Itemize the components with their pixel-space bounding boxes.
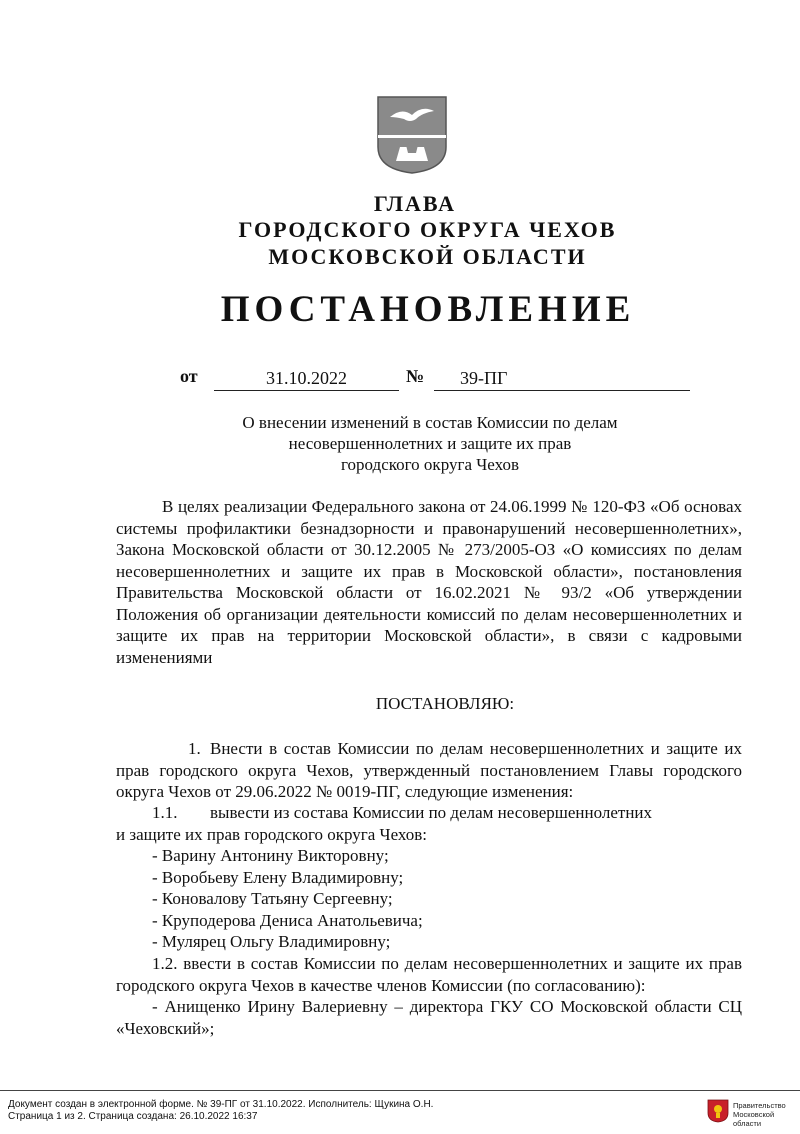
subject-line1: О внесении изменений в состав Комиссии по делам <box>242 413 618 432</box>
subject-line2: несовершеннолетних и защите их прав <box>288 434 572 453</box>
date-underline <box>214 390 399 391</box>
item-1-2: 1.2. ввести в состав Комиссии по делам несовершеннолетних и защите их прав городского округа Чехов в качестве членов Комиссии (по согласованию): <box>116 954 742 995</box>
list-item: - Круподерова Дениса Анатольевича; <box>152 911 423 930</box>
document-subject <box>160 412 700 475</box>
number-underline <box>434 390 690 391</box>
item-1-number: 1. <box>188 739 201 758</box>
document-footer <box>0 1090 800 1134</box>
org-title-line2: ГОРОДСКОГО ОКРУГА ЧЕХОВ <box>238 217 617 242</box>
item-1 <box>116 738 742 803</box>
resolve-heading: ПОСТАНОВЛЯЮ: <box>375 694 515 713</box>
government-label <box>733 1101 800 1128</box>
moscow-region-government-emblem-icon <box>707 1099 729 1123</box>
footer-line1: Документ создан в электронной форме. № 39-ПГ от 31.10.2022. Исполнитель: Щукина О.Н. <box>8 1099 434 1110</box>
item-1-1-number: 1.1. <box>152 803 178 822</box>
date-label: от <box>180 366 198 386</box>
item-1-1 <box>116 802 742 845</box>
footer-info <box>8 1099 433 1123</box>
list-item: - Коновалову Татьяну Сергеевну; <box>152 889 393 908</box>
subject-line3: городского округа Чехов <box>340 455 519 474</box>
gov-line1: Правительство <box>733 1101 786 1110</box>
list-item: - Воробьеву Елену Владимировну; <box>152 868 404 887</box>
org-title-line3: МОСКОВСКОЙ ОБЛАСТИ <box>268 244 587 269</box>
document-type-title: ПОСТАНОВЛЕНИЕ <box>220 289 636 330</box>
item-1-1-line2: и защите их прав городского округа Чехов: <box>116 824 428 844</box>
coat-of-arms-icon <box>376 95 448 175</box>
item-1-1-line1: вывести из состава Комиссии по делам несовершеннолетних <box>210 803 653 822</box>
number-label: № <box>406 366 425 386</box>
gov-line2: Московской области <box>733 1110 775 1128</box>
item-1-text: Внести в состав Комиссии по делам несовершеннолетних и защите их прав городского округа Чехов, утвержденный постановлением Главы городского округа Чехов от 29.06.2022 № 0019-ПГ, следующие изменения: <box>116 739 742 801</box>
footer-line2: Страница 1 из 2. Страница создана: 26.10.2022 16:37 <box>8 1111 258 1122</box>
added-member: - Анищенко Ирину Валериевну – директора ГКУ СО Московской области СЦ «Чеховский»; <box>116 997 742 1038</box>
list-item: - Варину Антонину Викторовну; <box>152 846 389 865</box>
list-item: - Мулярец Ольгу Владимировну; <box>152 932 391 951</box>
preamble-paragraph: В целях реализации Федерального закона от 24.06.1999 № 120-ФЗ «Об основах системы профилактики безнадзорности и правонарушений несовершеннолетних», Закона Московской области от 30.12.2005 № 273/2005-ОЗ «О комиссиях по делам несовершеннолетних и защите их прав в Московской области», постановления Правительства Московской области от 16.02.2021 № 93/2 «Об утверждении Положения об организации деятельности комиссий по делам несовершеннолетних и защите их прав на территории Московской области», в связи с кадровыми изменениями <box>116 497 742 667</box>
org-title-line1: ГЛАВА <box>373 191 457 216</box>
number-value: 39-ПГ <box>460 368 508 388</box>
date-value: 31.10.2022 <box>266 368 347 388</box>
